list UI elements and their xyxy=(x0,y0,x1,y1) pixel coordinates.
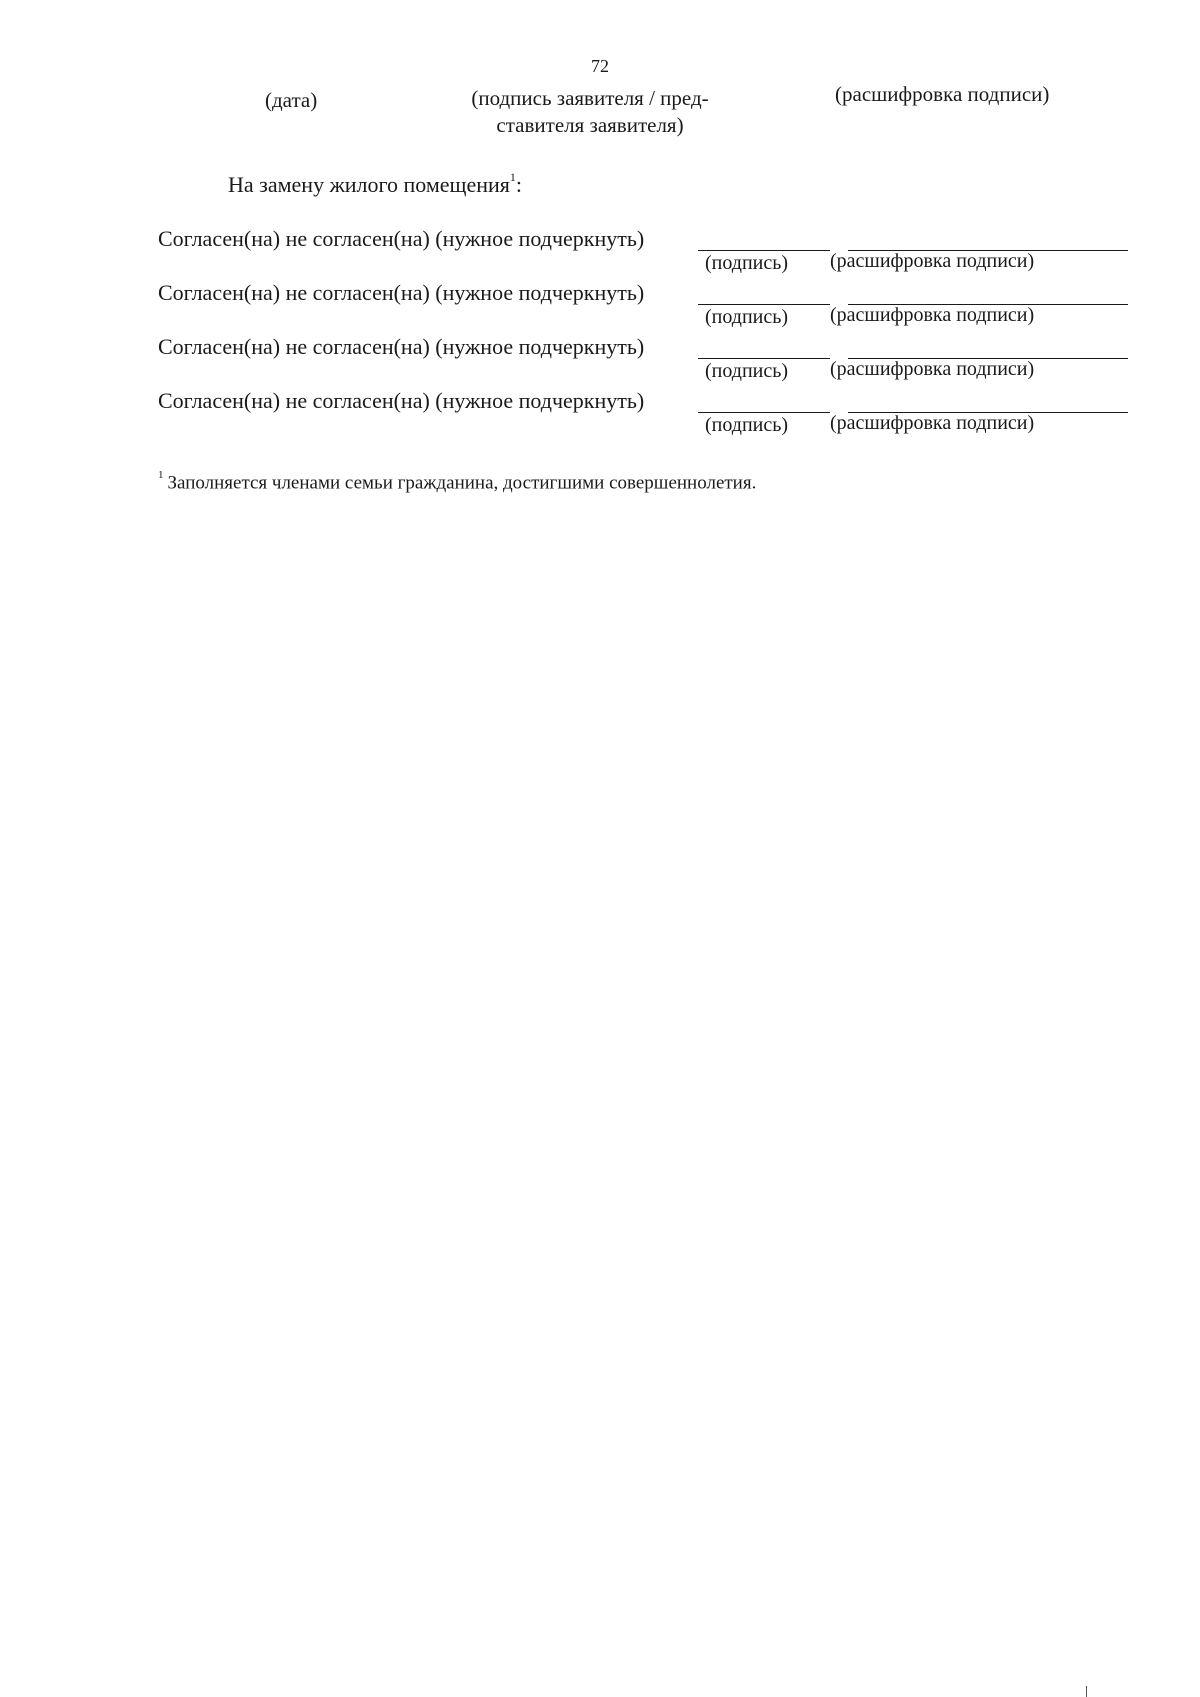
date-caption: (дата) xyxy=(265,88,318,112)
page-number: 72 xyxy=(591,56,609,76)
applicant-signature-caption xyxy=(430,85,750,139)
consent-row xyxy=(158,280,1138,334)
signature-line[interactable] xyxy=(698,412,830,413)
applicant-caption-line-1: (подпись заявителя / пред- xyxy=(471,86,709,110)
signature-decode-caption: (расшифровка подписи) xyxy=(830,250,1035,272)
signature-caption: (подпись) xyxy=(705,414,789,436)
footnote xyxy=(158,469,757,494)
scan-edge-mark xyxy=(1086,1686,1087,1697)
consent-row xyxy=(158,388,1138,442)
signature-line[interactable] xyxy=(698,250,830,251)
consent-row xyxy=(158,334,1138,388)
signature-decode-caption: (расшифровка подписи) xyxy=(830,358,1035,380)
signature-caption: (подпись) xyxy=(705,252,789,274)
consent-text: Согласен(на) не согласен(на) (нужное подчеркнуть) xyxy=(158,226,645,251)
consent-text: Согласен(на) не согласен(на) (нужное подчеркнуть) xyxy=(158,388,645,413)
signature-line[interactable] xyxy=(698,358,830,359)
signature-decode-caption: (расшифровка подписи) xyxy=(830,304,1035,326)
section-title-text: На замену жилого помещения xyxy=(228,172,510,197)
signature-decode-caption: (расшифровка подписи) xyxy=(830,412,1035,434)
signature-caption: (подпись) xyxy=(705,360,789,382)
consent-text: Согласен(на) не согласен(на) (нужное подчеркнуть) xyxy=(158,280,645,305)
section-title xyxy=(228,169,523,198)
consent-text: Согласен(на) не согласен(на) (нужное подчеркнуть) xyxy=(158,334,645,359)
signature-caption: (подпись) xyxy=(705,306,789,328)
section-title-colon: : xyxy=(515,172,523,197)
footnote-marker: 1 xyxy=(158,469,164,481)
applicant-caption-line-2: ставителя заявителя) xyxy=(496,113,684,137)
signature-decode-caption: (расшифровка подписи) xyxy=(835,82,1050,106)
consent-row xyxy=(158,226,1138,280)
signature-line[interactable] xyxy=(698,304,830,305)
footnote-ref: 1 xyxy=(509,169,516,184)
footnote-text: Заполняется членами семьи гражданина, достигшими совершеннолетия. xyxy=(167,472,757,494)
